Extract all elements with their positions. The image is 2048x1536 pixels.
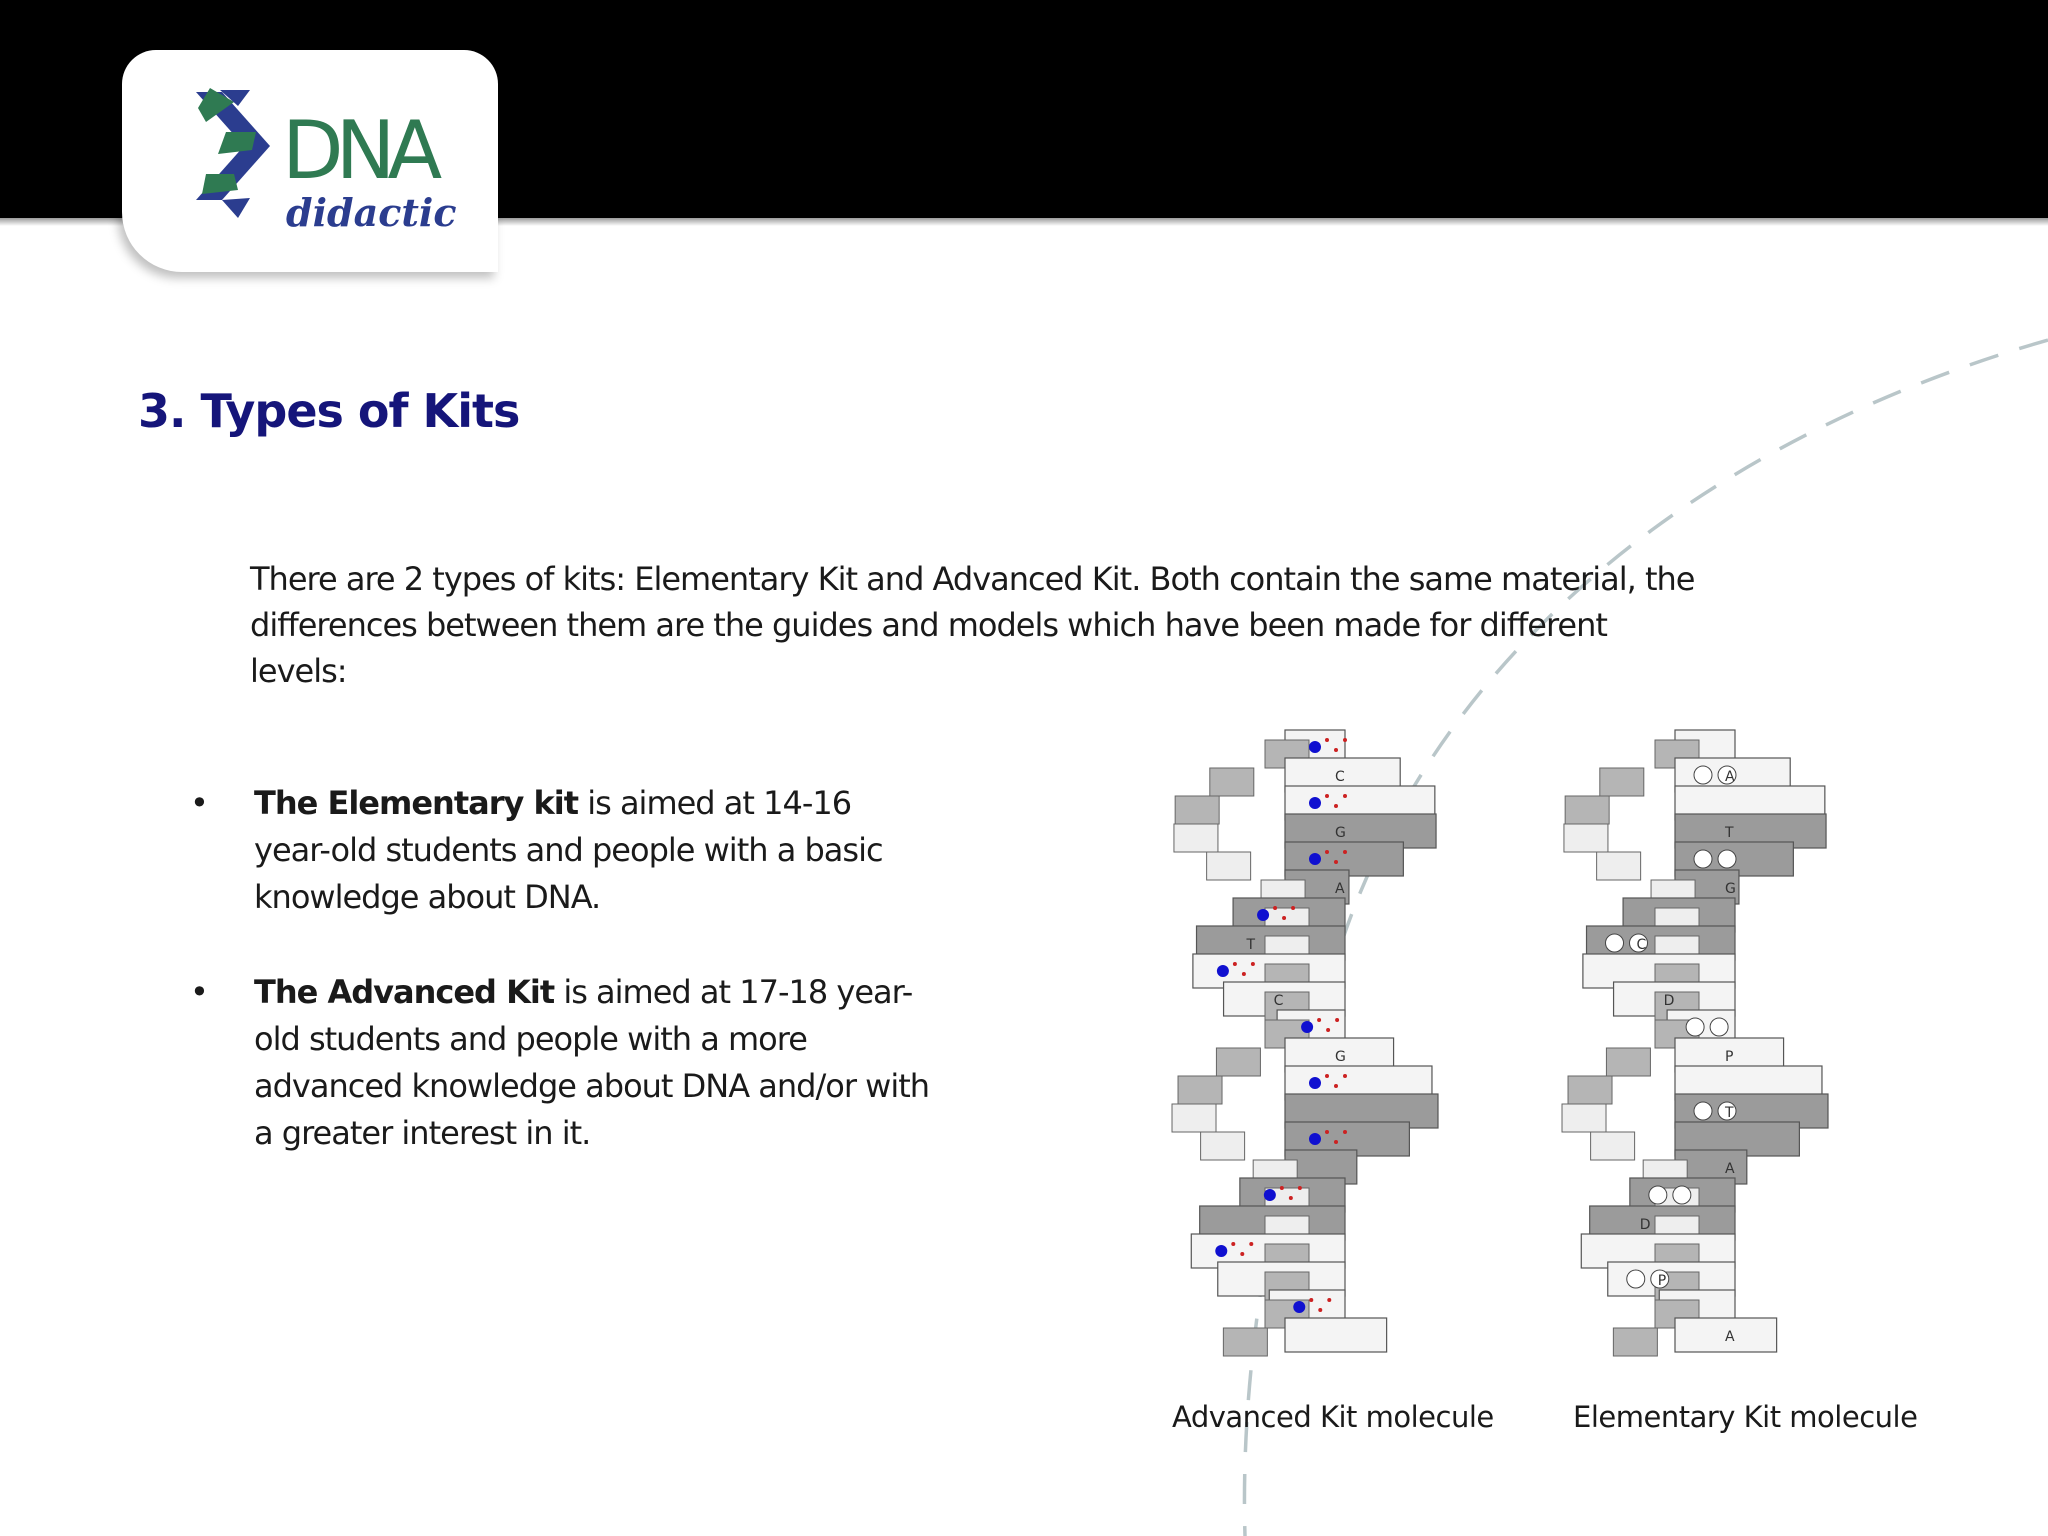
bullet-icon: • — [190, 784, 208, 822]
bullet-heading: The Advanced Kit — [254, 973, 555, 1011]
helix-segment — [1613, 1318, 1776, 1356]
elementary-kit-caption: Elementary Kit molecule — [1573, 1400, 1918, 1434]
base-letter: G — [1335, 825, 1346, 841]
base-letter: P — [1725, 1049, 1734, 1065]
advanced-kit-caption: Advanced Kit molecule — [1172, 1400, 1494, 1434]
bullet-icon: • — [190, 973, 208, 1011]
base-letter: D — [1663, 993, 1675, 1009]
base-letter: A — [1725, 1161, 1735, 1177]
bullet-heading: The Elementary kit — [254, 784, 579, 822]
base-letter: G — [1725, 881, 1736, 897]
advanced-kit-molecule-image — [1170, 710, 1440, 1360]
list-item-elementary — [190, 780, 930, 921]
bullet-text: is aimed at 14-16 year-old students and people with a basic knowledge about DNA. — [254, 784, 883, 916]
logo-card — [122, 50, 498, 272]
base-letter: C — [1273, 993, 1284, 1009]
base-letter: D — [1639, 1217, 1651, 1233]
helix-segment — [1223, 1318, 1386, 1356]
helix-icon — [196, 88, 270, 218]
logo-text: DNA — [282, 104, 435, 197]
base-letter: T — [1725, 825, 1734, 841]
logo-subtext: didactic — [286, 190, 457, 235]
base-letter: P — [1657, 1273, 1667, 1289]
intro-paragraph: There are 2 types of kits: Elementary Kit and Advanced Kit. Both contain the same material, the differences between them are the guides and models which have been made for different levels: — [250, 560, 1695, 690]
bullet-text: is aimed at 17-18 year-old students and people with a more advanced knowledge about DNA and/or with a greater interest in it. — [254, 973, 930, 1152]
list-item-advanced — [190, 969, 930, 1157]
base-letter: A — [1335, 881, 1345, 897]
kit-list — [190, 780, 930, 1205]
base-letter: T — [1725, 1105, 1734, 1121]
base-letter: C — [1335, 769, 1345, 785]
base-letter: A — [1725, 769, 1735, 785]
base-letter: C — [1636, 937, 1647, 953]
elementary-kit-molecule-image — [1560, 710, 1830, 1360]
page-title: 3. Types of Kits — [138, 384, 520, 438]
base-letter: G — [1335, 1049, 1346, 1065]
dna-didactic-logo — [122, 50, 498, 272]
base-letter: T — [1246, 937, 1256, 953]
base-letter: A — [1725, 1329, 1735, 1345]
